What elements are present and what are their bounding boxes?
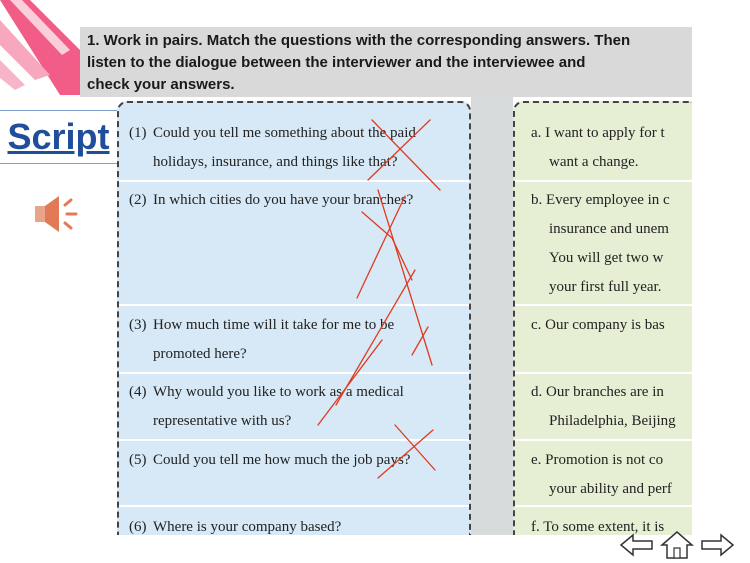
- row-divider: [119, 439, 469, 441]
- question-1: (1) Could you tell me something about the paid holidays, insurance, and things like that?: [129, 125, 416, 170]
- question-4: (4) Why would you like to work as a medical representative with us?: [129, 384, 404, 429]
- answer-b: b. Every employee in c insurance and unem You will get two w your first full year.: [531, 192, 670, 295]
- back-arrow-icon[interactable]: [618, 530, 656, 560]
- speaker-icon[interactable]: [32, 192, 82, 236]
- row-divider: [515, 304, 692, 306]
- row-divider: [119, 505, 469, 507]
- home-icon[interactable]: [658, 530, 696, 560]
- answers-panel: [513, 101, 692, 535]
- question-5: (5) Could you tell me how much the job pays?: [129, 452, 411, 468]
- instruction-line-2: listen to the dialogue between the interviewer and the interviewee and: [87, 54, 586, 71]
- background-strip: [471, 97, 513, 535]
- row-divider: [515, 439, 692, 441]
- row-divider: [515, 505, 692, 507]
- question-6: (6) Where is your company based?: [129, 519, 342, 535]
- question-3: (3) How much time will it take for me to be promoted here?: [129, 317, 395, 362]
- question-2: (2) In which cities do you have your branches?: [129, 192, 414, 208]
- instruction-line-3: check your answers.: [87, 76, 235, 93]
- row-divider: [119, 304, 469, 306]
- navigation-bar: [618, 527, 740, 563]
- answer-f: f. To some extent, it is: [531, 519, 665, 535]
- row-divider: [515, 180, 692, 182]
- instruction-text: [87, 30, 687, 96]
- questions-panel: [117, 101, 471, 535]
- answer-c: c. Our company is bas: [531, 317, 665, 333]
- answer-a: a. I want to apply for t want a change.: [531, 125, 665, 170]
- answer-e: e. Promotion is not co your ability and perf: [531, 452, 672, 497]
- row-divider: [515, 372, 692, 374]
- answer-d: d. Our branches are in Philadelphia, Beijing: [531, 384, 676, 429]
- instruction-line-1: 1. Work in pairs. Match the questions with the corresponding answers. Then: [87, 32, 631, 49]
- decorative-ribbon: [0, 0, 90, 110]
- forward-arrow-icon[interactable]: [698, 530, 736, 560]
- script-link[interactable]: Script: [0, 110, 118, 164]
- row-divider: [119, 180, 469, 182]
- row-divider: [119, 372, 469, 374]
